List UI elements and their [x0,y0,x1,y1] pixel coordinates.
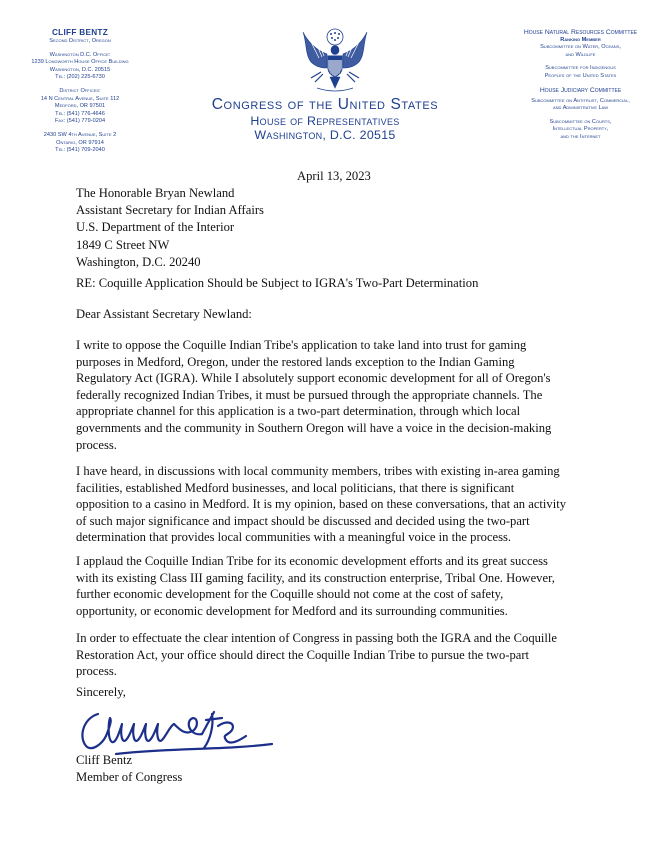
signer-title: Member of Congress [76,770,183,784]
letterhead-right [490,28,671,141]
committee-natural-resources: House Natural Resources Committee [523,29,638,36]
dc-office-line1: 1239 Longworth House Office Building [31,59,129,66]
body-line: process. [76,664,117,679]
body-line: I applaud the Coquille Indian Tribe for its economic development efforts and its great success [76,554,548,568]
body-line: opposition to a casino in Medford. It is my opinion, based on these conversations, that an activity [76,497,567,512]
office1-fax: Fax: (541) 779-0204 [54,118,106,125]
subcommittee-courts-cont1: Intellectual Property, [552,126,609,133]
body-line: opportunity, or economic development for Medford and its surrounding communities. [76,603,508,618]
house-line: House of Representatives [250,114,400,128]
body-line: process. [76,437,117,452]
letterhead-center [160,96,490,142]
subcommittee-water: Subcommittee on Water, Oceans, [540,44,621,51]
body-line: I have heard, in discussions with local community members, tribes with existing in-area gaming [76,464,560,478]
body-line: appropriate channel for this application is a two-part determination, through which local [76,404,521,419]
subcommittee-water-cont: and Wildlife [565,51,596,58]
subcommittee-indigenous: Subcommittee for Indigenous [545,65,616,72]
body-line: federally recognized Indian Tribes, it must be pursued through the appropriate channels. The [76,387,543,402]
subject-line: RE: Coquille Application Should be Subject to IGRA's Two-Part Determination [76,276,479,290]
subcommittee-courts-cont2: and the Internet [560,133,601,140]
body-line: further economic development for the Coquille should not come at the cost of safety, [76,587,504,602]
body-line: determination that provides local communities with a meaningful voice in the process. [76,530,512,545]
salutation: Dear Assistant Secretary Newland: [76,307,252,321]
paragraph-2 [76,463,616,546]
dc-office-line2: Washington, D.C. 20515 [49,66,111,73]
great-seal-eagle-icon [297,28,373,96]
body-line: Regulatory Act (IGRA). While I absolutely support economic development for all of Oregon's [76,371,551,386]
address-line: 1849 C Street NW [76,237,170,252]
dc-office-tel: Tel: (202) 225-6730 [55,74,105,81]
body-line: Restoration Act, your office should direct the Coquille Indian Tribe to pursue the two-part [76,647,530,662]
body-line: of such major significance and impact should be discussed and decided using the two-part [76,513,530,528]
member-name: CLIFF BENTZ [51,28,109,37]
body-line: with its existing Class III gaming facility, and its construction enterprise, Tribal One. However, [76,570,555,585]
subcommittee-antitrust: Subcommittee on Antitrust, Commercial, [531,98,630,105]
dc-office-heading: Washington D.C. Office: [49,51,111,58]
body-line: facilities, established Medford businesses, and local politicians, that there is significant [76,480,515,495]
body-line: I write to oppose the Coquille Indian Tribe's application to take land into trust for gaming [76,338,527,352]
district-offices-heading: District Offices: [59,87,101,94]
address-line: Washington, D.C. 20240 [76,254,201,269]
congress-title: Congress of the United States [211,96,439,113]
address-line: Assistant Secretary for Indian Affairs [76,203,264,218]
office1-tel: Tel: (541) 776-4646 [55,110,105,117]
washington-line: Washington, D.C. 20515 [254,128,396,142]
office1-line2: Medford, OR 97501 [54,103,106,110]
paragraph-1 [76,337,616,453]
closing: Sincerely, [76,685,126,699]
paragraph-4 [76,630,616,680]
body-line: In order to effectuate the clear intention of Congress in passing both the IGRA and the Coquille [76,631,558,645]
body-line: governments and the community in Southern Oregon will have a voice in the decision-making [76,420,552,435]
subcommittee-courts: Subcommittee on Courts, [549,118,612,125]
office2-tel: Tel: (541) 709-2040 [55,147,105,154]
paragraph-3 [76,553,616,619]
subcommittee-indigenous-cont: Peoples of the United States [544,72,617,79]
office1-line1: 14 N Central Avenue, Suite 112 [40,95,120,102]
letter-date: April 13, 2023 [297,169,371,183]
address-line: U.S. Department of the Interior [76,220,235,235]
ranking-member: Ranking Member [560,37,601,43]
district: Second District, Oregon [49,38,111,44]
office2-line1: 2430 SW 4th Avenue, Suite 2 [43,131,117,138]
office2-line2: Ontario, OR 97914 [56,139,104,146]
letterhead-left [0,28,160,155]
committee-judiciary: House Judiciary Committee [539,87,622,95]
recipient-address [76,185,264,271]
signer-name: Cliff Bentz [76,753,133,767]
subcommittee-antitrust-cont: and Administrative Law [553,105,608,112]
body-line: purposes in Medford, Oregon, under the restored lands exception to the Indian Gaming [76,354,515,369]
address-line: The Honorable Bryan Newland [76,186,235,200]
